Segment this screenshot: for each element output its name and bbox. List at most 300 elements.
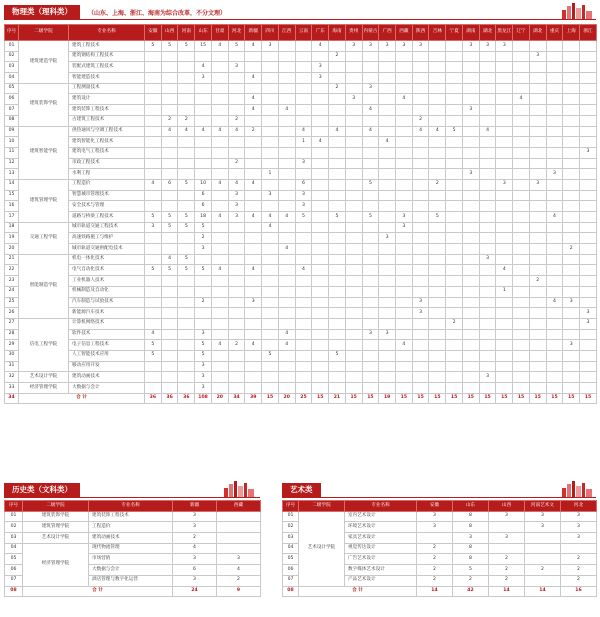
quota-cell: [295, 105, 312, 116]
quota-cell: [462, 222, 479, 233]
college-name: 建筑建造学院: [19, 41, 69, 84]
quota-cell: [563, 383, 580, 394]
quota-cell: [278, 94, 295, 105]
total-cell: 15: [529, 393, 546, 404]
quota-cell: [228, 94, 245, 105]
quota-cell: 5: [446, 126, 463, 137]
quota-cell: [329, 361, 346, 372]
quota-cell: [211, 158, 228, 169]
table-row: [5, 51, 597, 62]
quota-cell: [295, 147, 312, 158]
quota-cell: [362, 201, 379, 212]
quota-cell: [529, 126, 546, 137]
major-name: 软件技术: [69, 329, 145, 340]
quota-cell: [362, 308, 379, 319]
row-number: 03: [283, 533, 299, 544]
quota-cell: [462, 318, 479, 329]
quota-cell: [211, 244, 228, 255]
quota-cell: [228, 361, 245, 372]
major-name: 人工智能技术应用: [69, 350, 145, 361]
quota-cell: [462, 372, 479, 383]
quota-cell: [412, 212, 429, 223]
quota-cell: [178, 329, 195, 340]
quota-cell: [211, 329, 228, 340]
major-name: 建筑装饰工程技术: [89, 511, 173, 522]
header-province: 河南: [178, 25, 195, 41]
quota-cell: [178, 83, 195, 94]
quota-cell: 4: [295, 126, 312, 137]
quota-cell: [379, 265, 396, 276]
quota-cell: 4: [173, 543, 217, 554]
quota-cell: [446, 105, 463, 116]
quota-cell: [563, 115, 580, 126]
history-section-header: [4, 483, 80, 497]
quota-cell: 4: [278, 105, 295, 116]
quota-cell: 2: [529, 276, 546, 287]
quota-cell: [496, 318, 513, 329]
quota-cell: [345, 244, 362, 255]
quota-cell: [161, 190, 178, 201]
quota-cell: 3: [412, 308, 429, 319]
table-row: [5, 265, 597, 276]
quota-cell: [295, 233, 312, 244]
table-row: [5, 522, 261, 533]
quota-cell: [496, 383, 513, 394]
quota-cell: [462, 51, 479, 62]
quota-cell: [262, 383, 279, 394]
quota-cell: [161, 276, 178, 287]
total-cell: 39: [245, 393, 262, 404]
quota-cell: [262, 265, 279, 276]
quota-cell: [145, 137, 162, 148]
quota-cell: [429, 169, 446, 180]
quota-cell: [312, 244, 329, 255]
quota-cell: 4: [412, 126, 429, 137]
table-row: [5, 361, 597, 372]
quota-cell: 3: [228, 190, 245, 201]
table-row: [5, 318, 597, 329]
quota-cell: [195, 94, 212, 105]
quota-cell: 1: [295, 137, 312, 148]
row-number: 04: [5, 73, 19, 84]
total-cell: 15: [446, 393, 463, 404]
quota-cell: [513, 233, 530, 244]
quota-cell: [429, 361, 446, 372]
quota-cell: [446, 265, 463, 276]
art-title: 艺术类: [282, 483, 321, 497]
quota-cell: [513, 51, 530, 62]
quota-cell: [312, 329, 329, 340]
quota-cell: [429, 201, 446, 212]
header-province: 山东: [195, 25, 212, 41]
major-name: 建筑电气工程技术: [69, 147, 145, 158]
quota-cell: [379, 244, 396, 255]
total-cell: 16: [561, 586, 597, 597]
quota-cell: [462, 137, 479, 148]
quota-cell: [563, 222, 580, 233]
header-college: 二级学院: [19, 25, 69, 41]
quota-cell: [546, 233, 563, 244]
quota-cell: 3: [195, 383, 212, 394]
quota-cell: 2: [178, 115, 195, 126]
quota-cell: [563, 94, 580, 105]
total-row: [283, 586, 597, 597]
quota-cell: [496, 105, 513, 116]
quota-cell: [262, 372, 279, 383]
quota-cell: 4: [329, 126, 346, 137]
quota-cell: 3: [525, 511, 561, 522]
quota-cell: [563, 137, 580, 148]
quota-cell: 3: [417, 511, 453, 522]
quota-cell: [462, 286, 479, 297]
college-name: 信电工程学院: [19, 318, 69, 371]
quota-cell: 3: [479, 41, 496, 52]
quota-cell: [228, 350, 245, 361]
quota-cell: [429, 286, 446, 297]
table-row: [5, 340, 597, 351]
quota-cell: 4: [195, 126, 212, 137]
quota-cell: [546, 179, 563, 190]
quota-cell: [362, 361, 379, 372]
quota-cell: [496, 73, 513, 84]
major-name: 电气自动化技术: [69, 265, 145, 276]
quota-cell: [245, 115, 262, 126]
quota-cell: [429, 190, 446, 201]
quota-cell: [362, 158, 379, 169]
quota-cell: [496, 297, 513, 308]
quota-cell: [262, 286, 279, 297]
table-row: [5, 383, 597, 394]
quota-cell: [580, 265, 597, 276]
row-number: 02: [5, 51, 19, 62]
quota-cell: 5: [362, 212, 379, 223]
quota-cell: [525, 554, 561, 565]
quota-cell: [462, 244, 479, 255]
row-number: 02: [5, 522, 23, 533]
quota-cell: 4: [546, 212, 563, 223]
quota-cell: [546, 126, 563, 137]
quota-cell: [379, 222, 396, 233]
quota-cell: [479, 201, 496, 212]
quota-cell: [145, 361, 162, 372]
quota-cell: [529, 318, 546, 329]
quota-cell: [145, 372, 162, 383]
quota-cell: [513, 372, 530, 383]
quota-cell: [429, 254, 446, 265]
quota-cell: [312, 212, 329, 223]
quota-cell: [446, 41, 463, 52]
quota-cell: 3: [561, 511, 597, 522]
row-number: 34: [5, 393, 19, 404]
quota-cell: [329, 94, 346, 105]
college-name: 艺术设计学院: [23, 533, 89, 544]
major-name: 电子信息工程技术: [69, 340, 145, 351]
quota-cell: 3: [489, 533, 525, 544]
quota-cell: 3: [563, 297, 580, 308]
quota-cell: [278, 147, 295, 158]
quota-cell: 3: [546, 169, 563, 180]
quota-cell: [529, 62, 546, 73]
quota-cell: [228, 105, 245, 116]
quota-cell: 5: [295, 212, 312, 223]
total-row: [5, 586, 261, 597]
quota-cell: [462, 179, 479, 190]
quota-cell: [580, 201, 597, 212]
table-row: [5, 254, 597, 265]
quota-cell: 8: [453, 522, 489, 533]
quota-cell: [563, 83, 580, 94]
quota-cell: 3: [525, 522, 561, 533]
row-number: 04: [5, 543, 23, 554]
quota-cell: 8: [453, 543, 489, 554]
quota-cell: [145, 233, 162, 244]
major-name: 市政工程技术: [69, 158, 145, 169]
quota-cell: [379, 350, 396, 361]
quota-cell: [412, 254, 429, 265]
table-row: [5, 286, 597, 297]
city-skyline-icon: [560, 2, 596, 19]
art-header: 河南艺术文: [525, 501, 561, 512]
quota-cell: 2: [489, 575, 525, 586]
quota-cell: [379, 372, 396, 383]
quota-cell: [278, 254, 295, 265]
quota-cell: 6: [195, 190, 212, 201]
major-name: 高速铁路施工与维护: [69, 233, 145, 244]
table-row: [5, 511, 261, 522]
quota-cell: [145, 126, 162, 137]
quota-cell: [345, 297, 362, 308]
quota-cell: 3: [362, 329, 379, 340]
quota-cell: [345, 350, 362, 361]
quota-cell: [563, 169, 580, 180]
quota-cell: [262, 105, 279, 116]
total-row: [5, 393, 597, 404]
major-name: 现代物流管理: [89, 543, 173, 554]
quota-cell: [278, 265, 295, 276]
quota-cell: [362, 73, 379, 84]
quota-cell: [329, 137, 346, 148]
quota-cell: 3: [479, 372, 496, 383]
quota-cell: [278, 361, 295, 372]
quota-cell: [446, 83, 463, 94]
quota-cell: [546, 308, 563, 319]
total-cell: 9: [217, 586, 261, 597]
quota-cell: [379, 190, 396, 201]
quota-cell: [245, 233, 262, 244]
quota-cell: [195, 158, 212, 169]
row-number: 14: [5, 179, 19, 190]
major-name: 水利工程: [69, 169, 145, 180]
row-number: 27: [5, 318, 19, 329]
quota-cell: [379, 105, 396, 116]
quota-cell: [489, 543, 525, 554]
quota-cell: [462, 254, 479, 265]
quota-cell: [362, 244, 379, 255]
quota-cell: [429, 233, 446, 244]
quota-cell: [312, 126, 329, 137]
quota-cell: [211, 169, 228, 180]
major-name: 建筑设计: [69, 94, 145, 105]
art-table: [282, 500, 597, 597]
quota-cell: 2: [195, 297, 212, 308]
quota-cell: [546, 94, 563, 105]
quota-cell: [580, 297, 597, 308]
row-number: 33: [5, 383, 19, 394]
header-province: 陕西: [412, 25, 429, 41]
total-cell: 15: [462, 393, 479, 404]
quota-cell: [145, 62, 162, 73]
quota-cell: [379, 94, 396, 105]
quota-cell: 4: [217, 565, 261, 576]
quota-cell: 3: [312, 73, 329, 84]
major-name: 大数据与会计: [89, 565, 173, 576]
quota-cell: [145, 147, 162, 158]
quota-cell: [462, 329, 479, 340]
quota-cell: [362, 94, 379, 105]
quota-cell: 3: [462, 41, 479, 52]
row-number: 22: [5, 265, 19, 276]
major-name: 数字媒体艺术设计: [345, 565, 417, 576]
header-province: 新疆: [245, 25, 262, 41]
quota-cell: [580, 222, 597, 233]
quota-cell: 3: [295, 201, 312, 212]
quota-cell: [546, 244, 563, 255]
total-cell: 42: [453, 586, 489, 597]
quota-cell: [446, 179, 463, 190]
row-number: 08: [5, 586, 23, 597]
quota-cell: [563, 147, 580, 158]
total-cell: 14: [489, 586, 525, 597]
quota-cell: [580, 244, 597, 255]
major-name: 视觉传达设计: [345, 543, 417, 554]
header-province: 西藏: [396, 25, 413, 41]
history-header: 新疆: [173, 501, 217, 512]
table-row: [5, 147, 597, 158]
quota-cell: 3: [173, 522, 217, 533]
quota-cell: [245, 329, 262, 340]
quota-cell: [496, 222, 513, 233]
header-province: 河北: [228, 25, 245, 41]
quota-cell: [362, 318, 379, 329]
quota-cell: [429, 350, 446, 361]
quota-cell: [379, 361, 396, 372]
quota-cell: 4: [195, 62, 212, 73]
quota-cell: [329, 276, 346, 287]
quota-cell: [217, 543, 261, 554]
quota-cell: [513, 137, 530, 148]
quota-cell: [228, 318, 245, 329]
quota-cell: [396, 105, 413, 116]
quota-cell: [211, 62, 228, 73]
quota-cell: [412, 73, 429, 84]
major-name: 安全技术与管理: [69, 201, 145, 212]
quota-cell: [429, 62, 446, 73]
quota-cell: [245, 51, 262, 62]
quota-cell: [429, 372, 446, 383]
quota-cell: [446, 158, 463, 169]
quota-cell: 4: [479, 126, 496, 137]
art-header: 山东: [453, 501, 489, 512]
quota-cell: [329, 41, 346, 52]
total-cell: 15: [412, 393, 429, 404]
quota-cell: 3: [412, 297, 429, 308]
quota-cell: [379, 158, 396, 169]
table-row: [5, 222, 597, 233]
quota-cell: [345, 105, 362, 116]
quota-cell: [429, 73, 446, 84]
quota-cell: [496, 372, 513, 383]
major-name: 供热通风与空调工程技术: [69, 126, 145, 137]
header-province: 宁夏: [446, 25, 463, 41]
quota-cell: [312, 201, 329, 212]
table-row: [5, 350, 597, 361]
quota-cell: [145, 244, 162, 255]
quota-cell: [345, 179, 362, 190]
row-number: 32: [5, 372, 19, 383]
major-name: 酒店管理与数字化运营: [89, 575, 173, 586]
quota-cell: 3: [580, 147, 597, 158]
quota-cell: 5: [145, 340, 162, 351]
art-header: 二级学院: [299, 501, 345, 512]
quota-cell: [546, 383, 563, 394]
table-row: [5, 62, 597, 73]
quota-cell: [396, 276, 413, 287]
quota-cell: 3: [195, 73, 212, 84]
quota-cell: 4: [245, 105, 262, 116]
quota-cell: [262, 340, 279, 351]
row-number: 20: [5, 244, 19, 255]
quota-cell: [429, 329, 446, 340]
quota-cell: 2: [561, 554, 597, 565]
header-province: 黑龙江: [496, 25, 513, 41]
quota-cell: [161, 286, 178, 297]
quota-cell: [446, 51, 463, 62]
quota-cell: [345, 254, 362, 265]
table-row: [5, 297, 597, 308]
header-province: 上海: [563, 25, 580, 41]
quota-cell: [278, 115, 295, 126]
quota-cell: 5: [228, 41, 245, 52]
history-header-row: [5, 501, 261, 512]
quota-cell: [161, 62, 178, 73]
table-row: [5, 190, 597, 201]
quota-cell: 8: [453, 554, 489, 565]
quota-cell: [563, 179, 580, 190]
quota-cell: [295, 73, 312, 84]
quota-cell: [446, 190, 463, 201]
quota-cell: [329, 62, 346, 73]
quota-cell: [563, 318, 580, 329]
quota-cell: 3: [496, 179, 513, 190]
quota-cell: [329, 233, 346, 244]
quota-cell: [262, 254, 279, 265]
quota-cell: [295, 94, 312, 105]
quota-cell: 3: [173, 511, 217, 522]
quota-cell: 3: [345, 41, 362, 52]
quota-cell: 3: [396, 212, 413, 223]
quota-cell: 5: [429, 212, 446, 223]
quota-cell: [429, 158, 446, 169]
quota-cell: 2: [228, 115, 245, 126]
quota-cell: 2: [429, 179, 446, 190]
quota-cell: [329, 254, 346, 265]
quota-cell: [278, 179, 295, 190]
row-number: 07: [283, 575, 299, 586]
quota-cell: [379, 276, 396, 287]
quota-cell: [546, 158, 563, 169]
quota-cell: 4: [513, 94, 530, 105]
quota-cell: [412, 318, 429, 329]
